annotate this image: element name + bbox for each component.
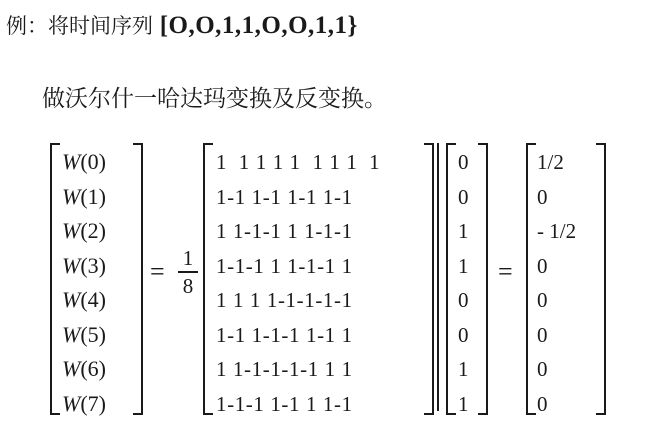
- result-entry: 0: [537, 357, 548, 381]
- task-description: 做沃尔什一哈达玛变换及反变换。: [42, 86, 387, 112]
- fraction-numerator: 1: [182, 246, 194, 270]
- input-entry: 0: [458, 288, 469, 312]
- matrix-row: 1-1 1-1-1 1-1 1: [216, 322, 353, 347]
- input-right-bracket: [478, 143, 488, 415]
- result-entry: 0: [537, 322, 548, 347]
- result-entry: 0: [537, 253, 548, 278]
- matrix-row: 1 1 1 1 1 1 1 1 1: [216, 150, 381, 174]
- equals-sign: =: [150, 257, 165, 286]
- result-vector: [537, 145, 576, 421]
- matrix-row: 1-1-1 1 1-1-1 1: [216, 253, 353, 278]
- matrix-row: 1 1 1 1-1-1-1-1: [216, 288, 353, 312]
- matrix-divider: [437, 143, 439, 411]
- matrix-row: 1-1 1-1 1-1 1-1: [216, 184, 353, 209]
- result-entry: 1/2: [537, 150, 564, 174]
- lhs-entry: W(6): [62, 356, 106, 381]
- input-entry: 0: [458, 150, 469, 174]
- result-left-bracket: [526, 143, 536, 415]
- lhs-entry: W(7): [62, 390, 106, 416]
- matrix-row: 1 1-1-1 1 1-1-1: [216, 219, 353, 243]
- input-left-bracket: [446, 143, 456, 415]
- lhs-entry: W(5): [62, 321, 106, 347]
- matrix-left-bracket: [203, 143, 213, 415]
- fraction-denominator: 8: [182, 274, 194, 298]
- input-entry: 0: [458, 184, 469, 209]
- lhs-vector: [62, 145, 106, 421]
- result-entry: 0: [537, 391, 548, 416]
- matrix-right-bracket: [424, 143, 434, 415]
- result-entry: 0: [537, 288, 548, 312]
- time-sequence: [O,O,1,1,O,O,1,1}: [159, 12, 358, 39]
- input-vector: [458, 145, 469, 421]
- matrix-row: 1-1-1 1-1 1 1-1: [216, 391, 353, 416]
- result-right-bracket: [596, 143, 606, 415]
- input-entry: 1: [458, 357, 469, 381]
- scale-fraction: [176, 247, 200, 297]
- example-heading: [6, 10, 358, 40]
- input-entry: 1: [458, 391, 469, 416]
- equals-sign-2: =: [498, 257, 513, 286]
- result-entry: 0: [537, 184, 548, 209]
- lhs-entry: W(3): [62, 252, 106, 278]
- lhs-entry: W(0): [62, 149, 106, 174]
- lhs-right-bracket: [133, 143, 143, 415]
- input-entry: 0: [458, 322, 469, 347]
- input-entry: 1: [458, 253, 469, 278]
- fraction-bar: [178, 271, 198, 273]
- lhs-left-bracket: [50, 143, 60, 415]
- heading-text: 例：将时间序列: [6, 14, 160, 38]
- result-entry: - 1/2: [537, 219, 577, 243]
- lhs-entry: W(2): [62, 218, 106, 243]
- lhs-entry: W(1): [62, 183, 106, 209]
- hadamard-matrix: [216, 145, 380, 421]
- matrix-row: 1 1-1-1-1-1 1 1: [216, 357, 353, 381]
- lhs-entry: W(4): [62, 287, 106, 312]
- input-entry: 1: [458, 219, 469, 243]
